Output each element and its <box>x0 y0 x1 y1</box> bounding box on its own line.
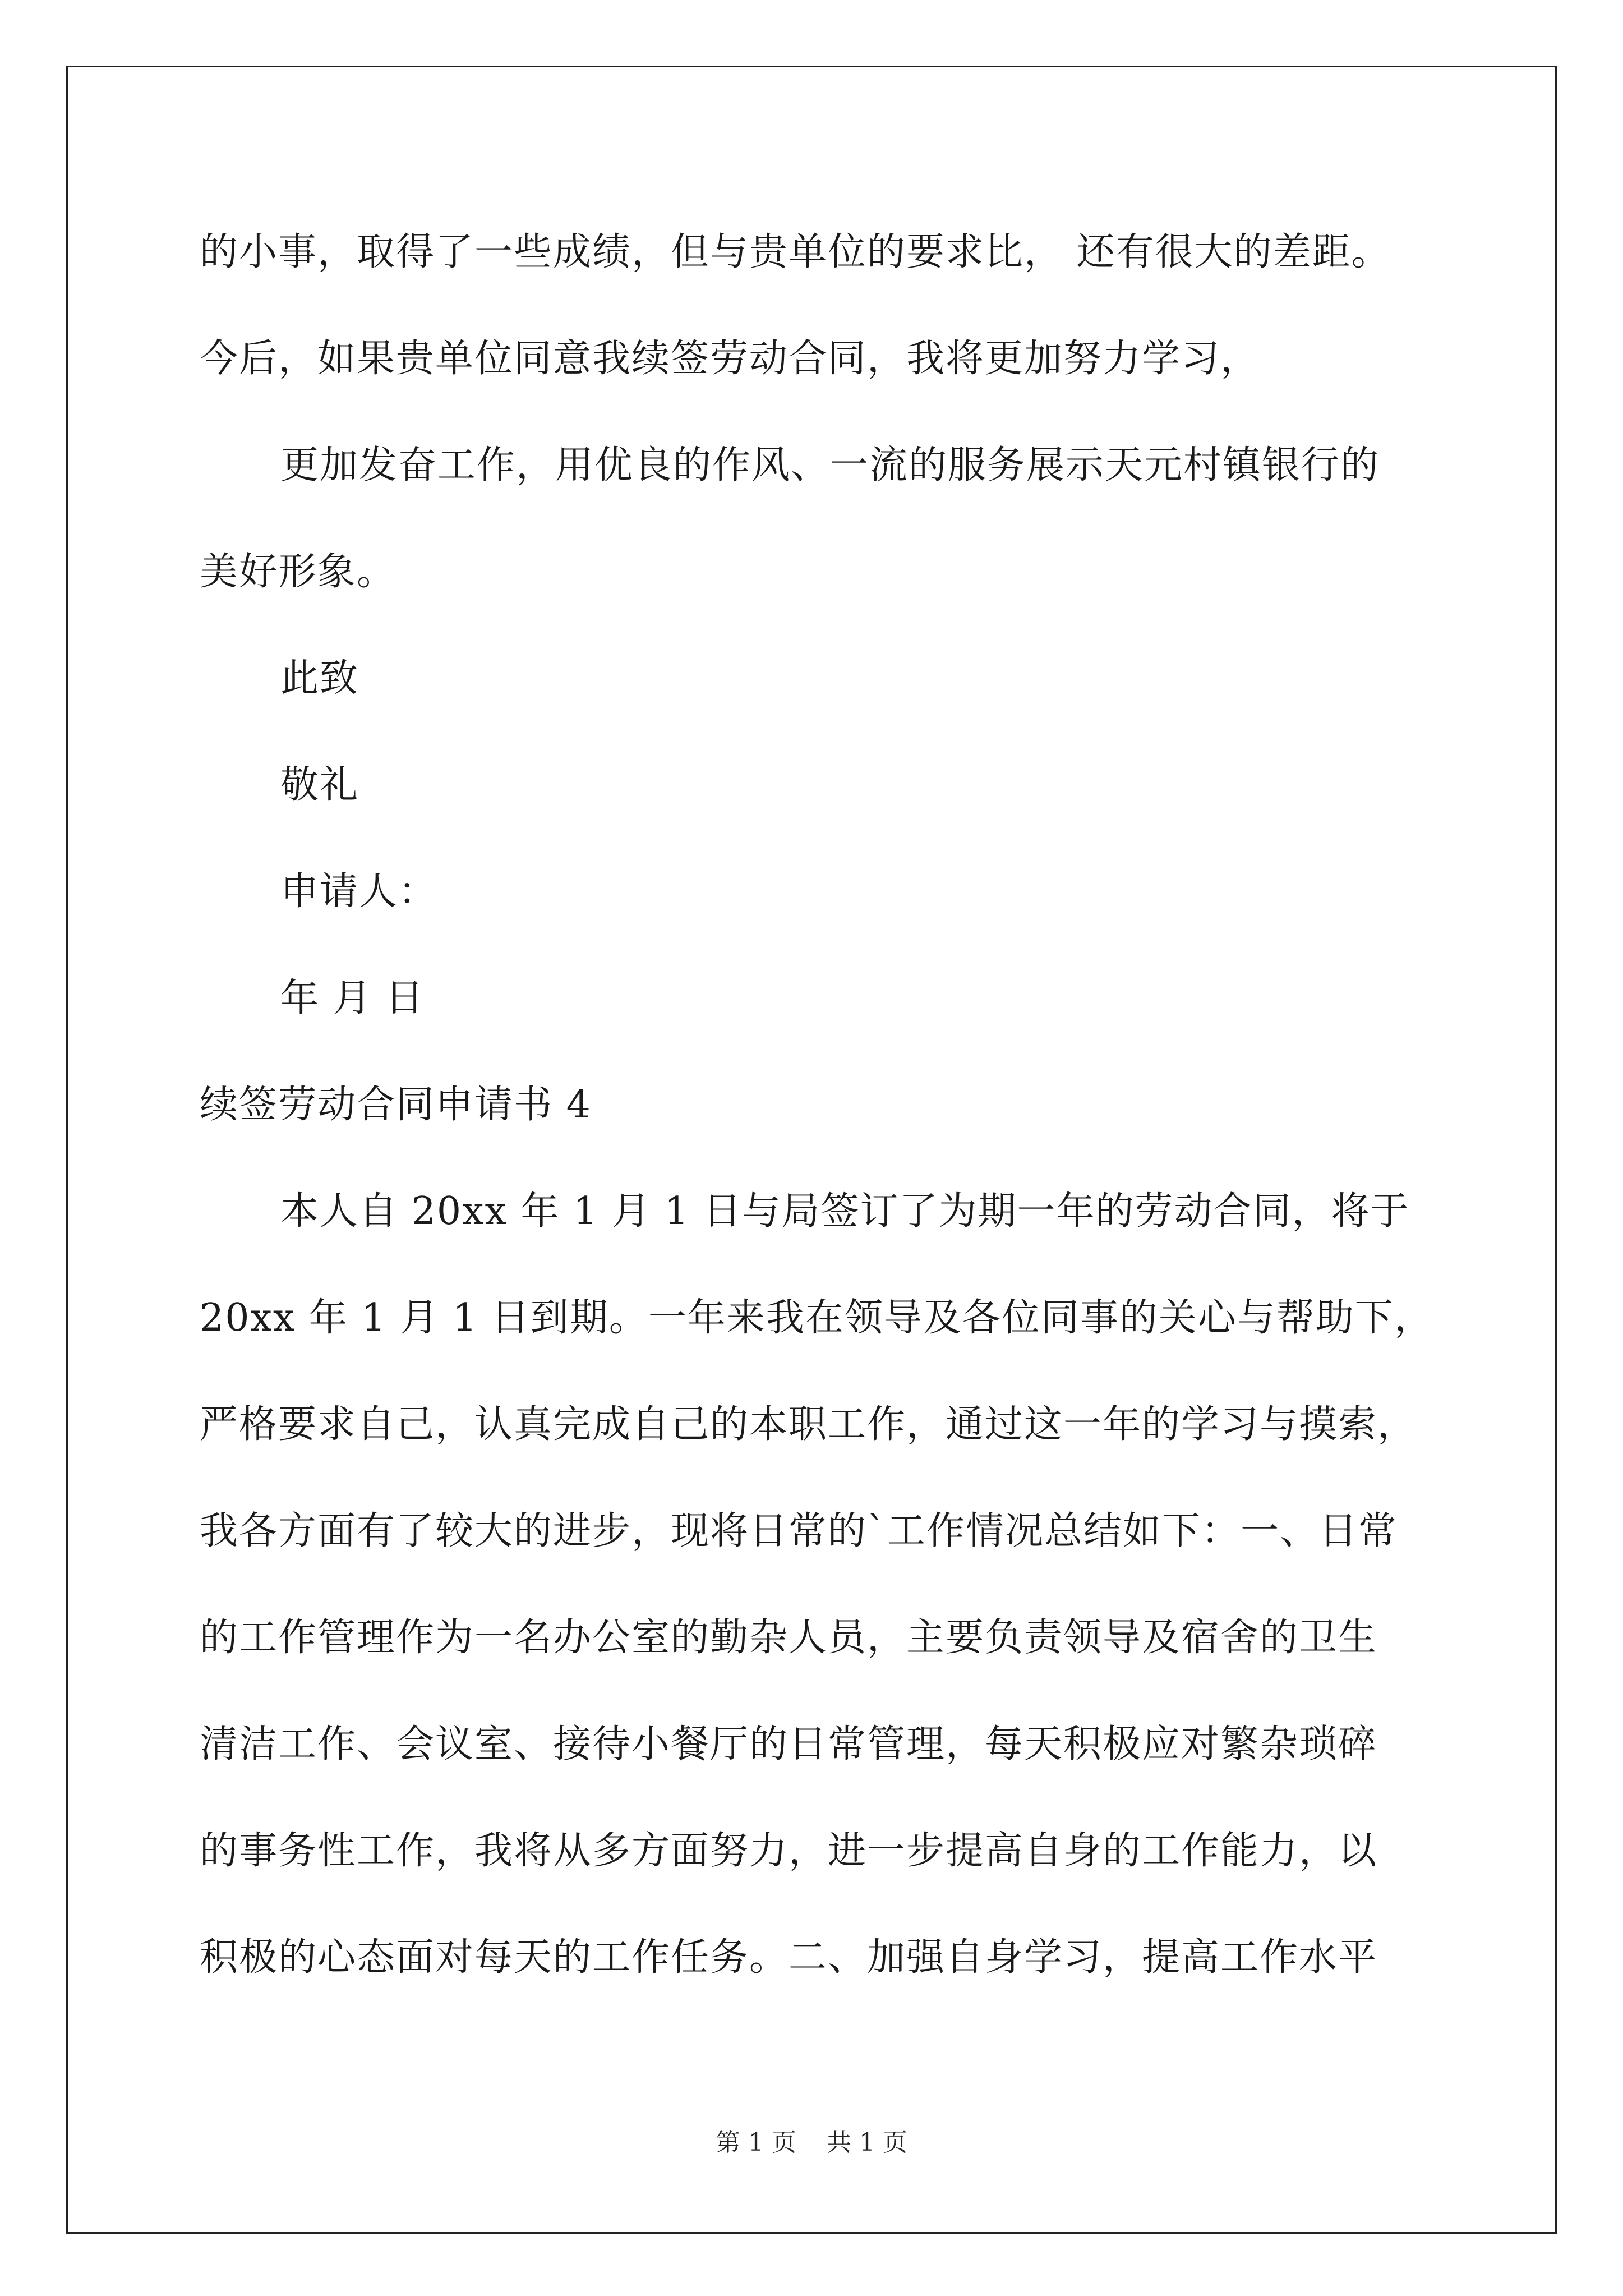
body-line-11: 的事务性工作，我将从多方面努力，进一步提高自身的工作能力，以 <box>200 1829 1378 1873</box>
body-line-10: 清洁工作、会议室、接待小餐厅的日常管理，每天积极应对繁杂琐碎 <box>200 1722 1378 1766</box>
body-line-4: 美好形象。 <box>200 550 396 594</box>
page-border <box>66 66 1557 2234</box>
body-line-6: 20xx 年 1 月 1 日到期。一年来我在领导及各位同事的关心与帮助下， <box>200 1296 1433 1340</box>
body-line-8: 我各方面有了较大的进步，现将日常的`工作情况总结如下：一、日常 <box>200 1509 1398 1553</box>
page-number: 第 1 页 <box>716 2128 796 2157</box>
body-line-1: 的小事，取得了一些成绩，但与贵单位的要求比， 还有很大的差距。 <box>200 230 1391 274</box>
section-title: 续签劳动合同申请书 4 <box>200 1083 592 1127</box>
body-line-3: 更加发奋工作，用优良的作风、一流的服务展示天元村镇银行的 <box>280 443 1380 487</box>
body-line-5: 本人自 20xx 年 1 月 1 日与局签订了为期一年的劳动合同，将于 <box>280 1189 1410 1234</box>
page-footer <box>0 2126 1623 2160</box>
body-line-2: 今后，如果贵单位同意我续签劳动合同，我将更加努力学习， <box>200 337 1260 381</box>
page-total: 共 1 页 <box>827 2128 907 2157</box>
closing-salutation: 此致 <box>280 656 359 701</box>
closing-regards: 敬礼 <box>280 763 359 807</box>
body-line-9: 的工作管理作为一名办公室的勤杂人员，主要负责领导及宿舍的卫生 <box>200 1616 1378 1660</box>
applicant-label: 申请人： <box>280 869 438 914</box>
body-line-7: 严格要求自己，认真完成自己的本职工作，通过这一年的学习与摸索， <box>200 1402 1417 1447</box>
date-line: 年 月 日 <box>280 976 425 1020</box>
body-line-12: 积极的心态面对每天的工作任务。二、加强自身学习，提高工作水平 <box>200 1935 1378 1980</box>
